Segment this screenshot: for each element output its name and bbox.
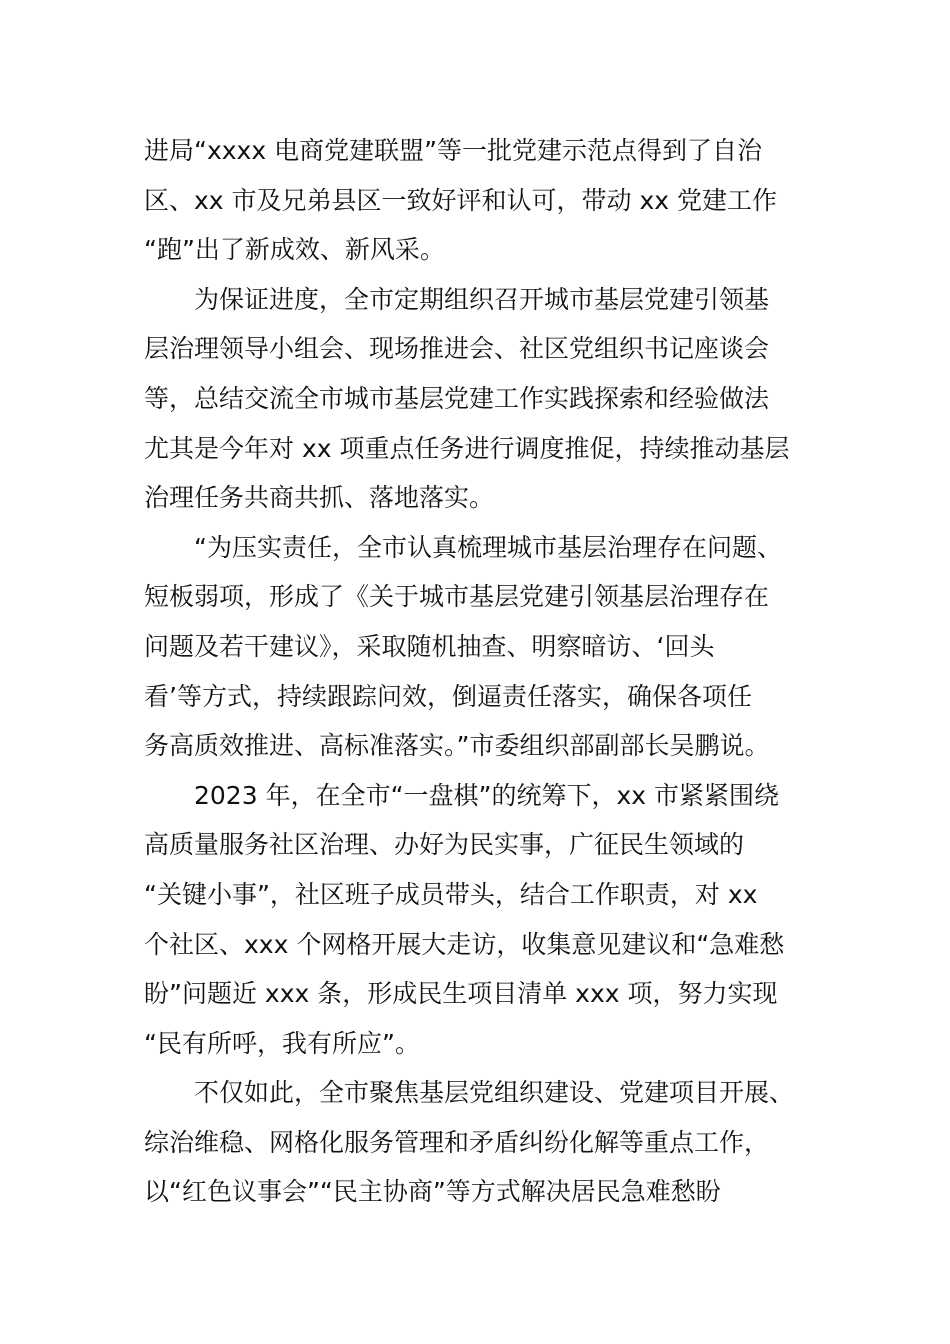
paragraph-line: 高质量服务社区治理、办好为民实事，广征民生领域的 <box>144 830 745 860</box>
paragraph-line: 综治维稳、网格化服务管理和矛盾纠纷化解等重点工作， <box>144 1127 770 1157</box>
paragraph-2 <box>144 275 820 523</box>
document-body <box>144 126 820 1217</box>
paragraph-line: 个社区、xxx 个网格开展大走访，收集意见建议和“急难愁 <box>144 929 785 959</box>
paragraph-line: 2023 年，在全市“一盘棋”的统筹下，xx 市紧紧围绕 <box>194 780 780 810</box>
paragraph-line: 以“红色议事会”“民主协商”等方式解决居民急难愁盼 <box>144 1177 721 1207</box>
paragraph-line: “关键小事”，社区班子成员带头，结合工作职责，对 xx <box>144 879 758 909</box>
paragraph-line: “跑”出了新成效、新风采。 <box>144 235 445 265</box>
paragraph-line: 看’等方式，持续跟踪问效，倒逼责任落实，确保各项任 <box>144 681 752 711</box>
paragraph-line: 盼”问题近 xxx 条，形成民生项目清单 xxx 项，努力实现 <box>144 979 778 1009</box>
paragraph-5 <box>144 1068 820 1217</box>
paragraph-3 <box>144 523 820 771</box>
paragraph-line: 区、xx 市及兄弟县区一致好评和认可，带动 xx 党建工作 <box>144 185 778 215</box>
paragraph-line: 尤其是今年对 xx 项重点任务进行调度推促，持续推动基层 <box>144 433 790 463</box>
paragraph-line: “民有所呼，我有所应”。 <box>144 1028 420 1058</box>
paragraph-line: 为保证进度，全市定期组织召开城市基层党建引领基 <box>194 284 770 314</box>
paragraph-line: 问题及若干建议》，采取随机抽查、明察暗访、‘回头 <box>144 631 715 661</box>
paragraph-line: 层治理领导小组会、现场推进会、社区党组织书记座谈会 <box>144 334 770 364</box>
paragraph-line: 不仅如此，全市聚焦基层党组织建设、党建项目开展、 <box>194 1078 795 1108</box>
paragraph-line: “为压实责任，全市认真梳理城市基层治理存在问题、 <box>194 532 782 562</box>
paragraph-line: 治理任务共商共抓、落地落实。 <box>144 483 495 513</box>
paragraph-line: 进局“xxxx 电商党建联盟”等一批党建示范点得到了自治 <box>144 136 763 165</box>
paragraph-4 <box>144 771 820 1069</box>
paragraph-1 <box>144 126 820 275</box>
paragraph-line: 等，总结交流全市城市基层党建工作实践探索和经验做法 <box>144 383 770 413</box>
paragraph-line: 务高质效推进、高标准落实。”市委组织部副部长吴鹏说。 <box>144 731 770 761</box>
paragraph-line: 短板弱项，形成了《关于城市基层党建引领基层治理存在 <box>144 582 770 612</box>
